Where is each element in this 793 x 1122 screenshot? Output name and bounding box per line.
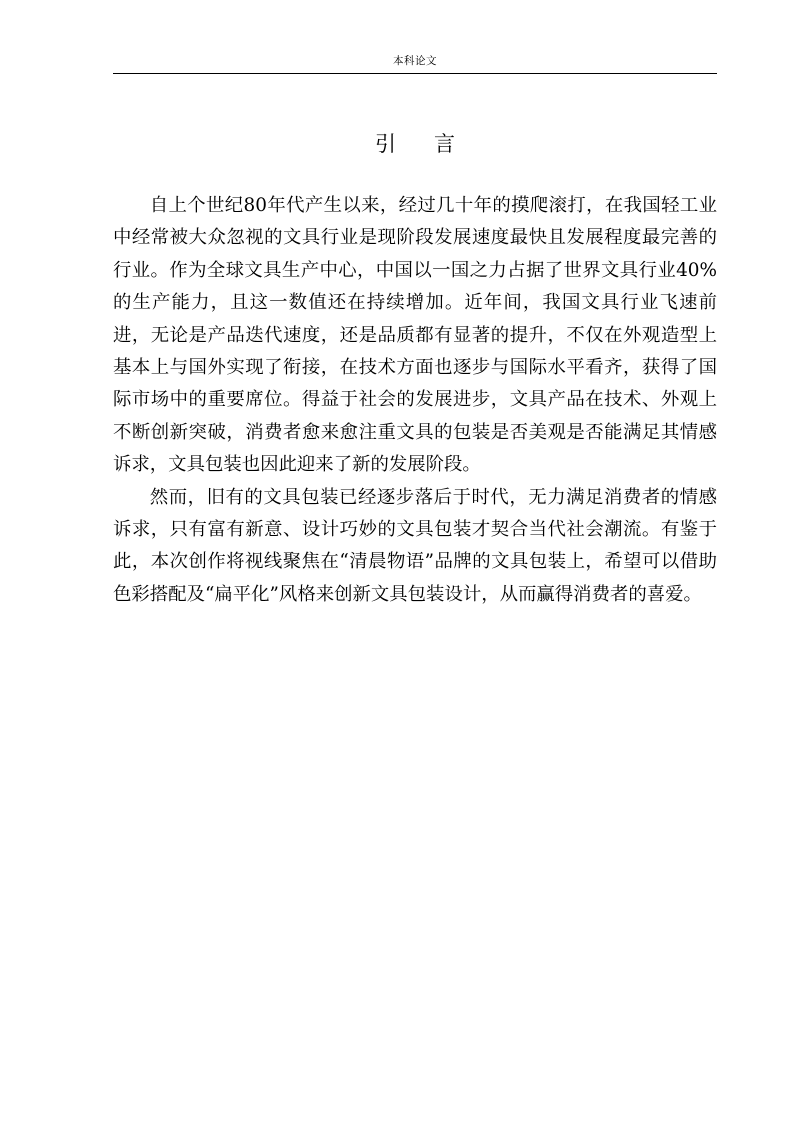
body-text	[113, 190, 717, 611]
paragraph-2: 然而，旧有的文具包装已经逐步落后于时代，无力满足消费者的情感诉求，只有富有新意、设计巧妙的文具包装才契合当代社会潮流。有鉴于此，本次创作将视线聚焦在“清晨物语”品牌的文具包装上，希望可以借助色彩搭配及“扁平化”风格来创新文具包装设计，从而赢得消费者的喜爱。	[113, 486, 717, 605]
section-title: 引言	[375, 132, 493, 156]
paragraph-1: 自上个世纪80年代产生以来，经过几十年的摸爬滚打，在我国轻工业中经常被大众忽视的文具行业是现阶段发展速度最快且发展程度最完善的行业。作为全球文具生产中心，中国以一国之力占据了世界文具行业40%的生产能力，且这一数值还在持续增加。近年间，我国文具行业飞速前进，无论是产品迭代速度，还是品质都有显著的提升，不仅在外观造型上基本上与国外实现了衔接，在技术方面也逐步与国际水平看齐，获得了国际市场中的重要席位。得益于社会的发展进步，文具产品在技术、外观上不断创新突破，消费者愈来愈注重文具的包装是否美观是否能满足其情感诉求，文具包装也因此迎来了新的发展阶段。	[113, 195, 717, 476]
header-rule	[113, 73, 717, 74]
running-header: 本科论文	[393, 55, 437, 67]
